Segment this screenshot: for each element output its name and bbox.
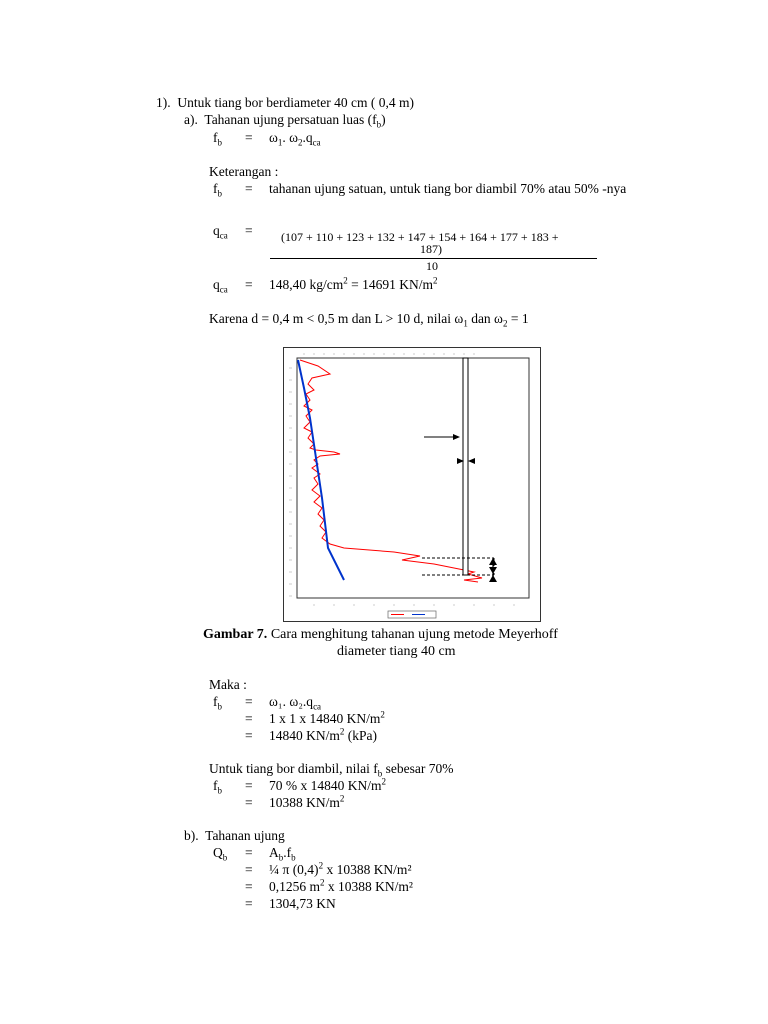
figure-meyerhoff [283, 347, 541, 622]
qca-lhs: q [213, 223, 220, 238]
formula-rhs: .q [302, 130, 313, 145]
equals-sign: = [245, 862, 253, 877]
karena-text: dan ω [467, 311, 503, 326]
fraction-numerator-line1: (107 + 110 + 123 + 132 + 147 + 154 + 164 + 177 + 183 + [281, 230, 559, 244]
caption-text: Cara menghitung tahanan ujung metode Meyerhoff [267, 627, 558, 642]
diameter-arrow-right [468, 458, 475, 464]
part-b-row [213, 896, 336, 912]
formula-lhs: f [213, 130, 218, 145]
figure-caption-line2: diameter tiang 40 cm [337, 644, 456, 659]
karena-sub: 2 [502, 318, 508, 329]
part-b-row [213, 862, 412, 878]
part-b-rhs-sub: b [278, 852, 284, 863]
part-b-rhs: x 10388 KN/m² [324, 879, 413, 894]
maka-row [213, 728, 377, 744]
part-b-rhs: 0,1256 m [269, 879, 321, 894]
part-b-label: b). [184, 828, 199, 843]
equals-sign: = [245, 694, 253, 709]
equals-sign: = [245, 728, 253, 743]
maka-lhs-sub: b [217, 701, 222, 712]
karena-sub: 1 [463, 318, 468, 329]
formula-lhs-sub: b [217, 137, 222, 148]
qca-value-sup: 2 [343, 275, 348, 286]
section-number: 1). [156, 95, 171, 110]
part-b-rhs-sup: 2 [320, 877, 325, 888]
equals-sign: = [245, 711, 253, 726]
maka-rhs-sup: 2 [339, 726, 345, 737]
equals-sign: = [245, 795, 253, 810]
part-b-row [213, 845, 296, 861]
untuk-rhs-sup: 2 [339, 793, 345, 804]
qca-value-sup: 2 [433, 275, 438, 286]
untuk-statement [209, 761, 453, 777]
keterangan-row [213, 181, 626, 197]
part-a-label: a). [184, 112, 198, 127]
keterangan-text: tahanan ujung satuan, untuk tiang bor diambil 70% atau 50% -nya [269, 181, 627, 196]
qca-lhs-sub: ca [219, 284, 228, 295]
section-title: Untuk tiang bor berdiameter 40 cm ( 0,4 m) [177, 95, 414, 110]
part-b-rhs: ¼ π (0,4) [269, 862, 319, 877]
untuk-lhs-sub: b [217, 785, 222, 796]
figure-svg [284, 348, 540, 621]
part-b-rhs: 1304,73 KN [269, 896, 336, 911]
untuk-row [213, 778, 386, 794]
karena-statement [209, 311, 529, 327]
fraction-numerator-line2: 187) [420, 242, 442, 256]
dimension-arrow-up [489, 558, 497, 565]
qca-value-kg: 148,40 kg/cm [269, 277, 344, 292]
part-b-title [184, 828, 285, 844]
fraction-denominator: 10 [426, 259, 438, 273]
trend-line [298, 360, 344, 580]
qca-lhs-sub: ca [219, 230, 228, 241]
maka-row [213, 711, 385, 727]
untuk-lhs: f [213, 778, 218, 793]
formula-fb [213, 130, 321, 146]
part-b-rhs-sup: 2 [318, 860, 324, 871]
untuk-text: sebesar 70% [382, 761, 454, 776]
maka-rhs-sub: ca [313, 701, 322, 712]
maka-rhs: ω₁. ω₂.q [269, 694, 314, 709]
equals-sign: = [245, 778, 253, 793]
equals-sign: = [245, 223, 253, 238]
equals-sign: = [245, 277, 253, 292]
maka-rhs-post: (kPa) [344, 728, 377, 743]
qca-result-row [213, 277, 438, 293]
maka-title: Maka : [209, 677, 247, 692]
untuk-rhs-sup: 2 [381, 776, 386, 787]
equals-sign: = [245, 896, 253, 911]
equals-sign: = [245, 845, 253, 860]
part-b-lhs-sub: b [222, 852, 228, 863]
dimension-arrow-up-2 [489, 575, 497, 582]
part-b-rhs: x 10388 KN/m² [323, 862, 412, 877]
untuk-rhs: 70 % x 14840 KN/m [269, 778, 382, 793]
maka-rhs-sup: 2 [380, 709, 385, 720]
load-arrow-head [453, 434, 460, 440]
part-a-title-post: ) [381, 112, 386, 127]
formula-rhs-sub: ca [312, 137, 321, 148]
formula-rhs-sub: 1 [277, 137, 283, 148]
part-a-title-text: Tahanan ujung persatuan luas (f [204, 112, 377, 127]
maka-row [213, 694, 321, 710]
part-b-rhs-sub: b [291, 852, 296, 863]
untuk-row [213, 795, 344, 811]
keterangan-lhs-sub: b [217, 188, 222, 199]
karena-text: = 1 [507, 311, 529, 326]
maka-rhs: 14840 KN/m [269, 728, 340, 743]
karena-text: Karena d = 0,4 m < 0,5 m dan L > 10 d, nilai ω [209, 311, 464, 326]
qca-value-kn: = 14691 KN/m [347, 277, 433, 292]
pile-shaft [463, 358, 468, 575]
top-tick-marks [304, 353, 474, 355]
part-b-row [213, 879, 413, 895]
formula-rhs: ω [269, 130, 278, 145]
section-heading [156, 95, 414, 111]
untuk-rhs: 10388 KN/m [269, 795, 340, 810]
part-b-rhs: A [269, 845, 279, 860]
equals-sign: = [245, 181, 253, 196]
formula-rhs-sub: 2 [298, 137, 303, 148]
caption-label: Gambar 7. [203, 627, 268, 642]
part-b-rhs: .f [283, 845, 292, 860]
maka-rhs: 1 x 1 x 14840 KN/m [269, 711, 381, 726]
left-tick-marks [289, 368, 292, 596]
part-a-title-sub: b [376, 119, 382, 130]
equals-sign: = [245, 879, 253, 894]
untuk-text: Untuk tiang bor diambil, nilai f [209, 761, 378, 776]
figure-caption [203, 627, 558, 643]
part-a-title [184, 112, 386, 128]
untuk-sub: b [377, 768, 383, 779]
dimension-arrow-down [489, 567, 497, 574]
part-b-title-text: Tahanan ujung [205, 828, 285, 843]
equals-sign: = [245, 130, 253, 145]
maka-lhs: f [213, 694, 218, 709]
formula-rhs: . ω [282, 130, 299, 145]
bottom-tick-marks [314, 604, 514, 606]
keterangan-title: Keterangan : [209, 164, 279, 179]
qca-lhs-row [213, 223, 269, 239]
part-b-lhs: Q [213, 845, 223, 860]
keterangan-lhs: f [213, 181, 218, 196]
qca-lhs: q [213, 277, 220, 292]
